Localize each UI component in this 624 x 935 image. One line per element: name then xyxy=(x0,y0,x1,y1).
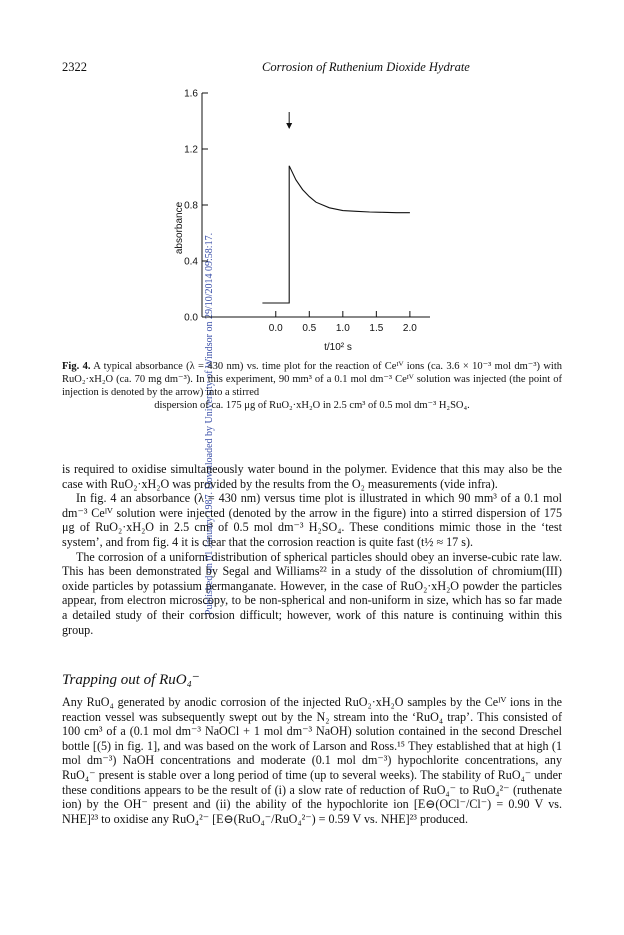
figure-caption xyxy=(62,360,562,412)
chart-axes xyxy=(202,93,430,317)
page-number: 2322 xyxy=(62,60,87,74)
paragraph-3: The corrosion of a uniform distribution of spherical particles should obey an inverse-cubic rate law. This has been demonstrated by Segal and Williams²² in a study of the dissolution of chromium(III) oxide particles by potassium permanganate. However, in the case of RuO₂·xH₂O powder the particles appear, from electron microscopy, to be non-spherical and non-uniform in size, which has so far made a detailed study of their corrosion difficult; however, work of this nature is continuing within this group. xyxy=(62,549,562,637)
section-body xyxy=(62,695,562,826)
y-tick-label: 1.2 xyxy=(184,144,198,156)
absorbance-curve xyxy=(262,166,410,303)
paragraph-2: In fig. 4 an absorbance (λ = 430 nm) versus time plot is illustrated in which 90 mm³ of a 0.1 mol dm⁻³ Ceᴵⱽ solution were injected (denoted by the arrow in the figure) into a stirred dispersion of 175 μg of RuO₂·xH₂O in 2.5 cm³ of 0.5 mol dm⁻³ H₂SO₄. These conditions mimic those in the ‘test system’, and from fig. 4 it is clear that the corrosion reaction is quite fast (t½ ≈ 17 s). xyxy=(62,491,562,549)
chart-series xyxy=(262,166,410,303)
x-tick-label: 0.5 xyxy=(302,323,317,334)
paragraph-1: is required to oxidise simultaneously water bound in the polymer. Evidence that this may also be the case with RuO₂·xH₂O was provided by the results from the O₂ measurements (vide infra). xyxy=(62,462,562,491)
body-text xyxy=(62,462,562,637)
section-paragraph: Any RuO₄ generated by anodic corrosion of the injected RuO₂·xH₂O samples by the Ceᴵⱽ ions in the reaction vessel was subsequently swept out by the N₂ stream into the ‘RuO₄ trap’. This consisted of 100 cm³ of a (0.1 mol dm⁻³ NaOCl + 1 mol dm⁻³ NaOH) solution contained in the second Dreschel bottle [(5) in fig. 1], and was based on the work of Larson and Ross.¹⁵ They established that at high (1 mol dm⁻³) NaOH concentrations and moderate (0.1 mol dm⁻³) hypochlorite concentrations, any RuO₄⁻ present is stable over a long period of time (up to several weeks). The stability of RuO₄⁻ under these conditions appears to be the result of (i) a slow rate of reduction of RuO₄⁻ to RuO₄²⁻ (ruthenate ion) by the OH⁻ present and (ii) the ability of the hypochlorite ion [E⊖(OCl⁻/Cl⁻) = 0.90 V vs. NHE]²³ to oxidise any RuO₄²⁻ [E⊖(RuO₄⁻/RuO₄²⁻) = 0.59 V vs. NHE]²³ produced. xyxy=(62,695,562,826)
x-tick-label: 0.0 xyxy=(268,323,283,334)
chart-ticks xyxy=(184,89,417,335)
figure-label: Fig. 4. xyxy=(62,361,91,372)
section-heading: Trapping out of RuO₄⁻ xyxy=(62,672,200,688)
x-tick-label: 1.5 xyxy=(369,323,384,334)
page-header xyxy=(62,60,562,78)
caption-text: A typical absorbance (λ = 430 nm) vs. time plot for the reaction of Ceᴵⱽ ions (ca. 3.6 × 10⁻³ mol dm⁻³) with RuO₂·xH₂O (ca. 70 mg dm⁻³). In this experiment, 90 mm³ of a 0.1 mol dm⁻³ Ceᴵⱽ solution was injected (the point of injection is denoted by the arrow) into a stirred xyxy=(62,361,562,398)
x-tick-label: 2.0 xyxy=(402,323,417,334)
chart-annotations xyxy=(286,112,292,129)
x-axis-label: t/10² s xyxy=(324,342,352,353)
caption-last-line: dispersion of ca. 175 μg of RuO₂·xH₂O in 2.5 cm³ of 0.5 mol dm⁻³ H₂SO₄. xyxy=(154,400,470,411)
running-title: Corrosion of Ruthenium Dioxide Hydrate xyxy=(262,60,470,74)
y-tick-label: 1.6 xyxy=(184,88,198,100)
y-tick-label: 0.8 xyxy=(184,200,198,212)
y-tick-label: 0.4 xyxy=(184,256,198,268)
download-watermark: Published on 01 January 1987. Downloaded by University of Windsor on 29/10/2014 09:58:17. xyxy=(204,232,215,616)
y-axis-label: absorbance xyxy=(174,201,185,255)
injection-arrow-head xyxy=(286,123,292,129)
y-tick-label: 0.0 xyxy=(184,312,198,324)
x-tick-label: 1.0 xyxy=(335,323,350,334)
absorbance-time-chart xyxy=(160,85,440,355)
